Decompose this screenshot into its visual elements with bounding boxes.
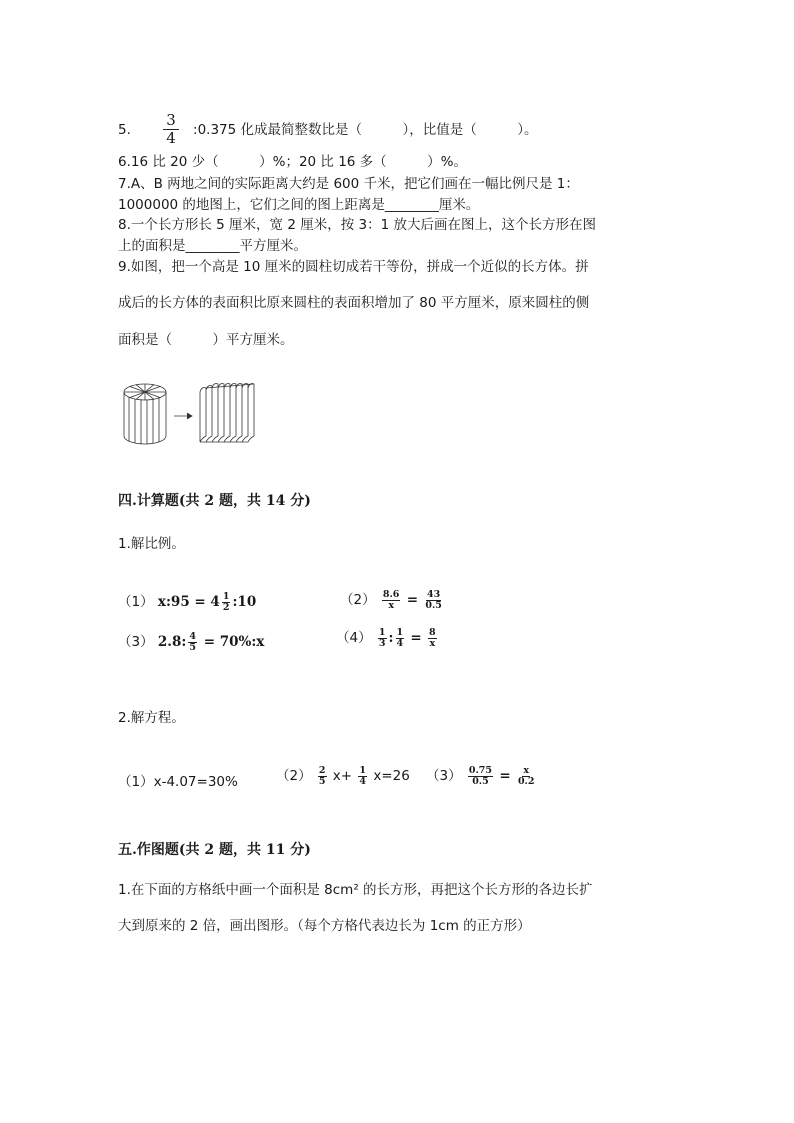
question-text: :0.375 化成最简整数比是（ ），比值是（ ）。 xyxy=(193,121,538,138)
proportion-1: （1） x:95 = 4 $\frac{1}{2}$ :10 xyxy=(118,590,257,613)
question-7-line-2: 1000000 的地图上，它们之间的图上距离是________厘米。 xyxy=(118,197,480,213)
cylinder-to-cuboid-figure xyxy=(118,378,268,448)
fraction: $\frac{8}{x}$ xyxy=(429,626,436,649)
section-5-problem-1-line-2: 大到原来的 2 倍，画出图形。（每个方格代表边长为 1cm 的正方形） xyxy=(118,918,531,934)
question-7-line-1: 7.A、B 两地之间的实际距离大约是 600 千米，把它们画在一幅比例尺是 1： xyxy=(118,176,579,192)
item-label: （1） xyxy=(118,774,154,790)
section-4-problem-1-title: 1.解比例。 xyxy=(118,536,185,552)
fraction: $\frac{1}{4}$ xyxy=(396,626,404,649)
fraction: $\frac{0.75}{0.5}$ xyxy=(468,764,493,787)
item-label: （2） xyxy=(340,592,376,608)
proportion-4: （4） $\frac{1}{3}$ : $\frac{1}{4}$ = $\frac{8}{x}$ xyxy=(336,626,436,649)
fraction: $\frac{1}{4}$ xyxy=(359,764,367,787)
item-label: （4） xyxy=(336,630,372,646)
question-5 xyxy=(118,112,538,148)
section-5-heading: 五.作图题(共 2 题，共 11 分) xyxy=(118,842,311,858)
question-number: 5. xyxy=(118,121,131,138)
fraction: $\frac{1}{3}$ xyxy=(378,626,386,649)
equation-1: （1）x-4.07=30% xyxy=(118,774,238,790)
question-8-line-2: 上的面积是________平方厘米。 xyxy=(118,238,307,254)
item-label: （2） xyxy=(276,768,312,784)
question-9-line-2: 成后的长方体的表面积比原来圆柱的表面积增加了 80 平方厘米，原来圆柱的侧 xyxy=(118,295,590,311)
question-8-line-1: 8.一个长方形长 5 厘米，宽 2 厘米，按 3：1 放大后画在图上，这个长方形在图 xyxy=(118,217,596,233)
section-4-problem-2-title: 2.解方程。 xyxy=(118,710,185,726)
fraction: $\frac{4}{5}$ xyxy=(189,630,196,653)
fraction: $\frac{x}{0.2}$ xyxy=(517,764,535,787)
section-5-problem-1-line-1: 1.在下面的方格纸中画一个面积是 8cm² 的长方形，再把这个长方形的各边长扩 xyxy=(118,882,593,898)
item-label: （1） xyxy=(118,594,154,610)
proportion-2: （2） $\frac{8.6}{x}$ = $\frac{43}{0.5}$ xyxy=(340,588,442,611)
fraction: $\frac{43}{0.5}$ xyxy=(425,588,442,611)
fraction: $\frac{8.6}{x}$ xyxy=(382,588,400,611)
equation-3: （3） $\frac{0.75}{0.5}$ = $\frac{x}{0.2}$ xyxy=(426,764,535,787)
item-label: （3） xyxy=(426,768,462,784)
question-6: 6.16 比 20 少（ ）%；20 比 16 多（ ）%。 xyxy=(118,154,467,170)
mixed-fraction: $\frac{1}{2}$ xyxy=(222,590,230,613)
fraction: $\frac{2}{5}$ xyxy=(318,764,326,787)
question-9-line-1: 9.如图，把一个高是 10 厘米的圆柱切成若干等份，拼成一个近似的长方体。拼 xyxy=(118,259,589,275)
question-9-line-3: 面积是（ ）平方厘米。 xyxy=(118,332,294,348)
item-label: （3） xyxy=(118,634,154,650)
proportion-3: （3） 2.8: $\frac{4}{5}$ = 70%:x xyxy=(118,630,265,653)
equation-2: （2） $\frac{2}{5}$ x+ $\frac{1}{4}$ x=26 xyxy=(276,764,410,787)
section-4-heading: 四.计算题(共 2 题，共 14 分) xyxy=(118,493,311,509)
fraction-three-quarters: $\frac{3}{4}$ xyxy=(163,112,179,148)
